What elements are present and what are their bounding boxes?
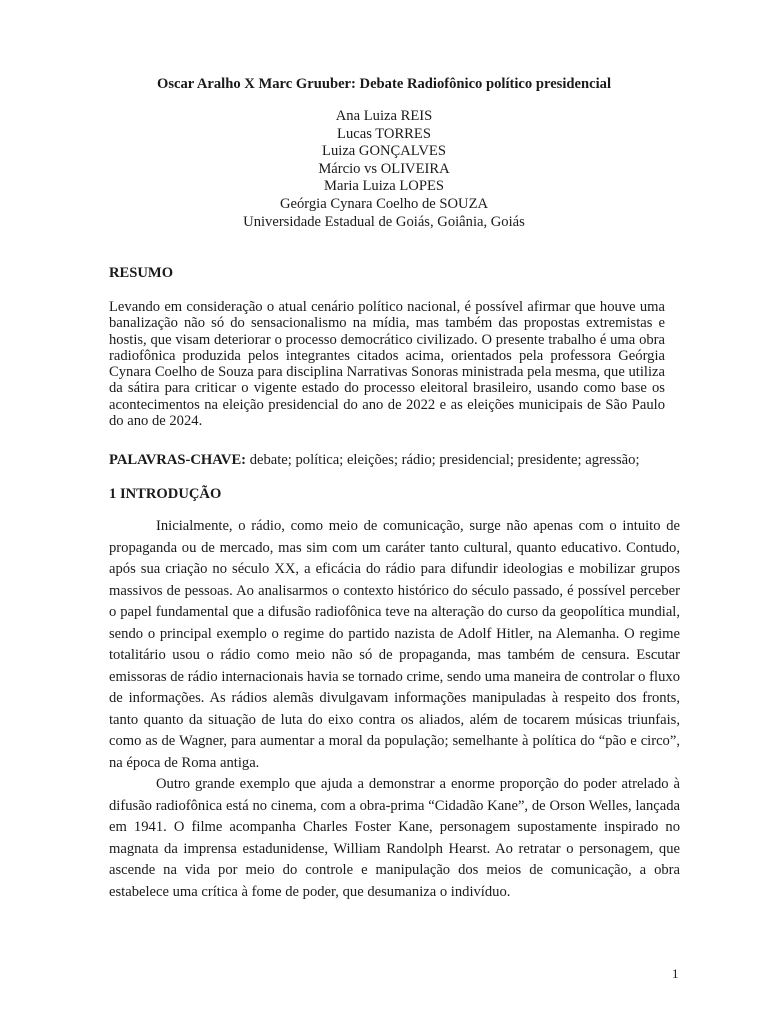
- abstract-heading: RESUMO: [109, 265, 174, 281]
- author-name: Márcio vs OLIVEIRA: [318, 160, 450, 177]
- body-paragraph: Outro grande exemplo que ajuda a demonstrar a enorme proporção do poder atrelado à difusão radiofônica está no cinema, com a obra-prima “Cidadão Kane”, de Orson Welles, lançada em 1941. O filme acompanha Charles Foster Kane, personagem supostamente inspirado no magnata da imprensa estadunidense, William Randolph Hearst. Ao retratar o personagem, que ascende na vida por meio do controle e manipulação dos meios de comunicação, a obra estabelece uma crítica à fome de poder, que desumaniza o indivíduo.: [109, 776, 680, 900]
- abstract-text: Levando em consideração o atual cenário político nacional, é possível afirmar que houve uma banalização não só do sensacionalismo na mídia, mas também das propostas extremistas e hostis, que visam deteriorar o processo democrático civilizado. O presente trabalho é uma obra radiofônica produzida pelos integrantes citados acima, orientados pela professora Geórgia Cynara Coelho de Souza para disciplina Narrativas Sonoras ministrada pela mesma, que utiliza da sátira para criticar o vigente estado do processo eleitoral brasileiro, usando como base os acontecimentos na eleição presidencial do ano de 2022 e as eleições municipais de São Paulo do ano de 2024.: [109, 299, 665, 429]
- author-name: Maria Luiza LOPES: [324, 178, 444, 195]
- keywords-line: [109, 451, 679, 469]
- body-paragraph: Inicialmente, o rádio, como meio de comunicação, surge não apenas com o intuito de propaganda ou de mercado, mas sim com um caráter tanto cultural, quanto educativo. Contudo, após sua criação no século XX, a eficácia do rádio para difundir ideologias e mobilizar grupos massivos de pessoas. Ao analisarmos o contexto histórico do século passado, é possível perceber o papel fundamental que a difusão radiofônica teve na alteração do curso da geopolítica mundial, sendo o principal exemplo o regime do partido nazista de Adolf Hitler, na Alemanha. O regime totalitário usou o rádio como meio não só de propaganda, mas também de censura. Escutar emissoras de rádio internacionais havia se tornado crime, sendo uma maneira de controlar o fluxo de informações. As rádios alemãs divulgavam informações manipuladas à respeito dos fronts, tanto quanto da situação de luta do eixo contra os aliados, além de tocarem músicas triunfais, como as de Wagner, para aumentar a moral da população; semelhante à política do “pão e circo”, na época de Roma antiga.: [109, 518, 680, 771]
- page-number: 1: [672, 966, 679, 981]
- author-name: Luiza GONÇALVES: [322, 143, 446, 160]
- author-list: [0, 108, 768, 231]
- author-name: Lucas TORRES: [337, 125, 431, 142]
- paper-title: Oscar Aralho X Marc Gruuber: Debate Radiofônico político presidencial: [157, 76, 611, 92]
- introduction-heading: 1 INTRODUÇÃO: [109, 486, 222, 502]
- affiliation: Universidade Estadual de Goiás, Goiânia, Goiás: [243, 213, 525, 230]
- author-name: Geórgia Cynara Coelho de SOUZA: [279, 195, 489, 212]
- keywords-text: debate; política; eleições; rádio; presidencial; presidente; agressão;: [246, 452, 640, 468]
- author-name: Ana Luiza REIS: [335, 108, 433, 124]
- introduction-body: [109, 516, 680, 903]
- keywords-label: PALAVRAS-CHAVE:: [109, 452, 247, 468]
